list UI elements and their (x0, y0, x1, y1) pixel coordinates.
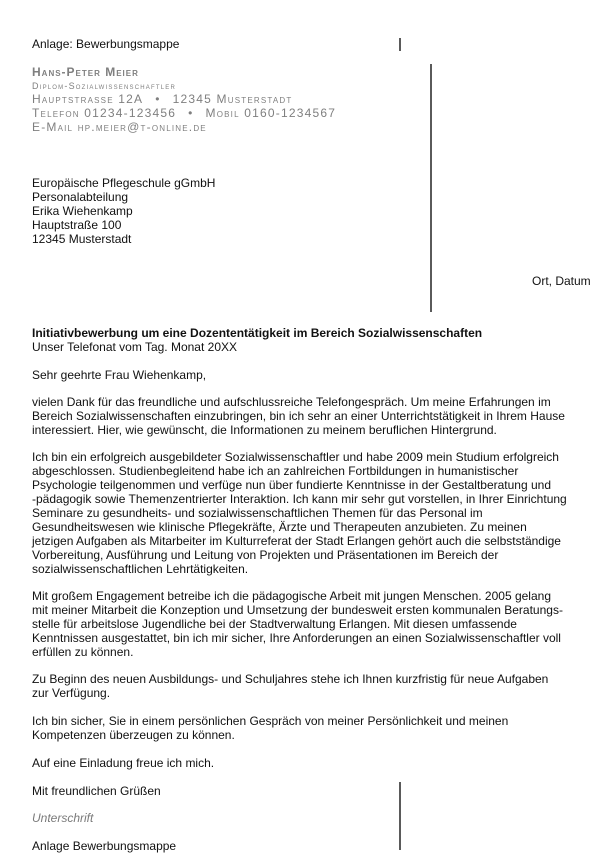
salutation: Sehr geehrte Frau Wiehenkamp, (32, 368, 207, 382)
paragraph-line: Kenntnissen ausgestattet, bin ich mir sicher, Ihre Anforderungen an einen Sozialwissenschaftler voll (32, 631, 561, 645)
recipient-line: 12345 Musterstadt (32, 232, 132, 246)
paragraph-line: Psychologie teilgenommen und verfüge nun über fundierte Kenntnisse in der Gestaltberatung und (32, 478, 552, 492)
recipient-address (32, 176, 215, 246)
paragraph-line: Zu Beginn des neuen Ausbildungs- und Schuljahres stehe ich Ihnen kurzfristig für neue Aufgaben (32, 672, 549, 686)
top-vertical-rule (399, 38, 401, 51)
recipient-line: Hauptstraße 100 (32, 218, 122, 232)
paragraph-line: Kompetenzen überzeugen zu können. (32, 728, 235, 742)
sender-title: Diplom-Sozialwissenschaftler (32, 81, 177, 91)
paragraph-line: Gesundheitswesen wie klinische Pflegekräfte, Ärzte und Therapeuten anzubieten. Zu meinen (32, 520, 527, 534)
sender-street: Hauptstrasse 12A (32, 92, 144, 106)
paragraph-line: Auf eine Einladung freue ich mich. (32, 756, 215, 770)
paragraph-line: Ich bin sicher, Sie in einem persönlichen Gespräch von meiner Persönlichkeit und meinen (32, 714, 509, 728)
sender-email-line (32, 121, 336, 134)
body-paragraph-6 (32, 756, 214, 770)
paragraph-line: Vorbereitung, Ausführung und Leitung von Projekten und Präsentationen im Bereich der (32, 548, 499, 562)
enclosure-note: Anlage Bewerbungsmappe (32, 839, 177, 853)
recipient-line: Europäische Pflegeschule gGmbH (32, 176, 216, 190)
paragraph-line: vielen Dank für das freundliche und aufschlussreiche Telefongespräch. Um meine Erfahrungen im (32, 395, 551, 409)
signature-placeholder: Unterschrift (32, 811, 94, 825)
paragraph-line: erfüllen zu können. (32, 645, 134, 659)
mobile-number: 0160-1234567 (244, 106, 337, 120)
closing-greeting: Mit freundlichen Grüßen (32, 784, 161, 798)
paragraph-line: mit meiner Mitarbeit die Konzeption und Umsetzung der bundesweit ersten kommunalen Beratungs- (32, 603, 563, 617)
recipient-line: Personalabteilung (32, 190, 129, 204)
bottom-vertical-rule (399, 782, 401, 850)
sender-block (32, 66, 336, 134)
paragraph-line: zur Verfügung. (32, 686, 111, 700)
email-label: E-Mail (32, 120, 74, 134)
paragraph-line: Seminare zu gesundheits- und sozialwissenschaftlichen Themen für das Personal im (32, 506, 483, 520)
phone-number: 01234-123456 (84, 106, 177, 120)
sender-city: 12345 Musterstadt (172, 92, 293, 106)
paragraph-line: Bereich Sozialwissenschaften einzubringen, bin ich sehr an einer Unterrichtstätigkeit in Ihrem Hause (32, 409, 565, 423)
body-paragraph-3 (32, 589, 563, 659)
paragraph-line: stelle für arbeitslose Jugendliche bei der Stadtverwaltung Erlangen. Mit diesen umfassende (32, 617, 517, 631)
subject-line: Initiativbewerbung um eine Dozententätigkeit im Bereich Sozialwissenschaften (32, 326, 483, 340)
header-vertical-rule (430, 64, 432, 312)
body-paragraph-5 (32, 714, 508, 742)
paragraph-line: -pädagogik sowie Themenzentrierter Interaktion. Ich kann mir sehr gut vorstellen, in Ihrer Einrichtung (32, 492, 567, 506)
sender-address (32, 93, 336, 106)
paragraph-line: Ich bin ein erfolgreich ausgebildeter Sozialwissenschaftler und habe 2009 mein Studium erfolgreich (32, 450, 559, 464)
place-date: Ort, Datum (532, 274, 591, 288)
sender-phones (32, 107, 336, 120)
email-address[interactable]: hp.meier@t-online.de (77, 120, 207, 134)
paragraph-line: jetzigen Aufgaben als Mitarbeiter im Kulturreferat der Stadt Erlangen gehört auch die selbstständige (32, 534, 561, 548)
phone-label: Telefon (32, 106, 80, 120)
paragraph-line: Mit großem Engagement betreibe ich die pädagogische Arbeit mit jungen Menschen. 2005 gelang (32, 589, 551, 603)
reference-line: Unser Telefonat vom Tag. Monat 20XX (32, 340, 238, 354)
paragraph-line: abgeschlossen. Studienbegleitend habe ich an zahlreichen Fortbildungen in humanistischer (32, 464, 519, 478)
separator-dot: • (155, 92, 161, 106)
body-paragraph-2 (32, 450, 567, 576)
sender-name: Hans-Peter Meier (32, 65, 139, 79)
top-enclosure-label: Anlage: Bewerbungsmappe (32, 37, 180, 51)
separator-dot: • (188, 106, 194, 120)
paragraph-line: interessiert. Hier, wie gewünscht, die Informationen zu meinem beruflichen Hintergrund. (32, 423, 497, 437)
mobile-label: Mobil (205, 106, 240, 120)
paragraph-line: sozialwissenschaftlichen Lehrtätigkeiten. (32, 562, 249, 576)
body-paragraph-1 (32, 395, 565, 437)
body-paragraph-4 (32, 672, 548, 700)
recipient-line: Erika Wiehenkamp (32, 204, 133, 218)
